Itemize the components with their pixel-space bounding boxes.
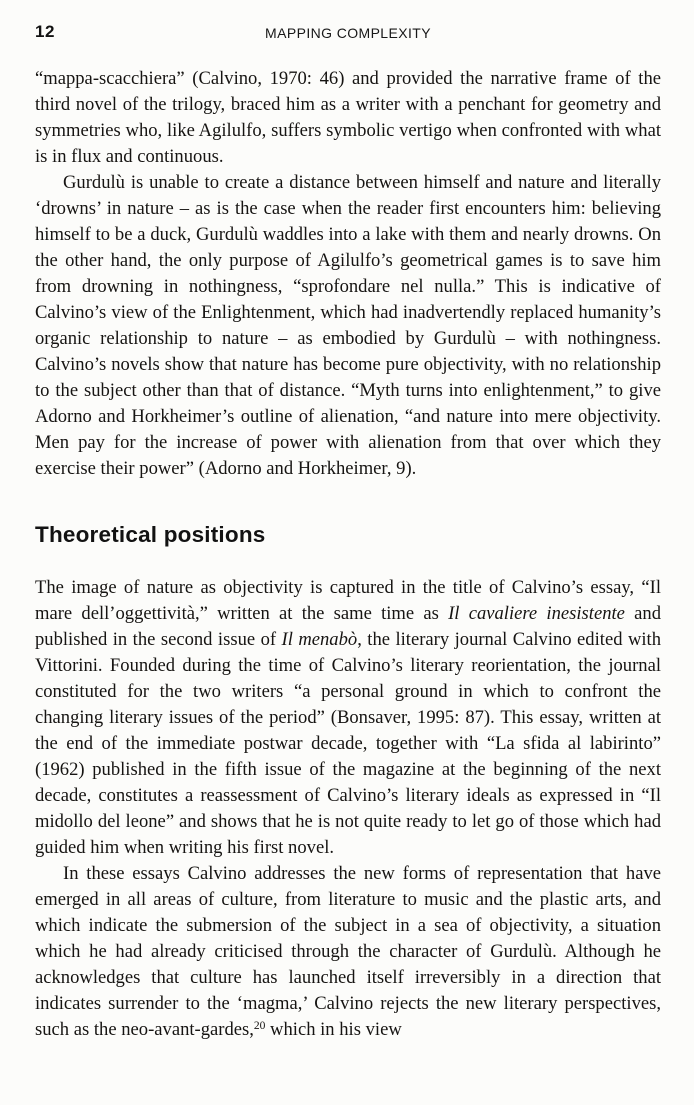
paragraph-4-text: In these essays Calvino addresses the new forms of representation that have emerged in all areas of culture, from literature to music and the plastic arts, and which indicate the submersion of the subject in a sea of objectivity, a situation which he had already criticised through the character of Gurdulù. Although he acknowledges that culture has launched itself irreversibly in a direction that indicates surrender to the ‘magma,’ Calvino rejects the new literary perspectives, such as the neo-avant-gardes, — [35, 863, 661, 1040]
paragraph-3 — [35, 575, 661, 861]
page-header — [35, 22, 661, 44]
paragraph-2: Gurdulù is unable to create a distance between himself and nature and literally ‘drowns’ in nature – as is the case when the reader first encounters him: believing himself to be a duck, Gurdulù waddles into a lake with them and nearly drowns. On the other hand, the only purpose of Agilulfo’s geometrical games is to save him from drowning in nothingness, “sprofondare nel nulla.” This is indicative of Calvino’s view of the Enlightenment, which had inadvertendly replaced humanity’s organic relationship to nature – as embodied by Gurdulù – with nothingness. Calvino’s novels show that nature has become pure objectivity, with no relationship to the subject other than that of distance. “Myth turns into enlightenment,” to give Adorno and Horkheimer’s outline of alienation, “and nature into mere objectivity. Men pay for the increase of power with alienation from that over which they exercise their power” (Adorno and Horkheimer, 9). — [35, 172, 661, 479]
paragraph-3-text: and published in the second issue of — [35, 603, 662, 650]
paragraph-3-text: The image of nature as objectivity is captured in the title of Calvino’s essay, “Il mare dell’oggettività,” written at the same time as — [35, 577, 661, 624]
journal-title-italic: Il menabò — [281, 629, 358, 650]
running-head: MAPPING COMPLEXITY — [265, 25, 431, 41]
page-number: 12 — [35, 22, 55, 41]
paragraph-1: “mappa-scacchiera” (Calvino, 1970: 46) and provided the narrative frame of the third novel of the trilogy, braced him as a writer with a penchant for geometry and symmetries who, like Agilulfo, suffers symbolic vertigo when confronted with what is in flux and continuous. — [35, 68, 661, 167]
footnote-reference: 20 — [253, 1020, 266, 1032]
section-heading: Theoretical positions — [35, 522, 266, 547]
page-body — [35, 66, 661, 1043]
paragraph-4 — [35, 861, 661, 1043]
paragraph-4-text: which in his view — [265, 1019, 402, 1040]
book-title-italic: Il cavaliere inesistente — [448, 603, 625, 624]
paragraph-3-text: , the literary journal Calvino edited with Vittorini. Founded during the time of Calvino’s literary reorientation, the journal constituted for the two writers “a personal ground in which to confront the changing literary issues of the period” (Bonsaver, 1995: 87). This essay, written at the end of the immediate postwar decade, together with “La sfida al labirinto” (1962) published in the fifth issue of the magazine at the beginning of the next decade, constitutes a reassessment of Calvino’s literary ideals as expressed in “Il midollo del leone” and shows that he is not quite ready to let go of those which had guided him when writing his first novel. — [35, 629, 661, 858]
